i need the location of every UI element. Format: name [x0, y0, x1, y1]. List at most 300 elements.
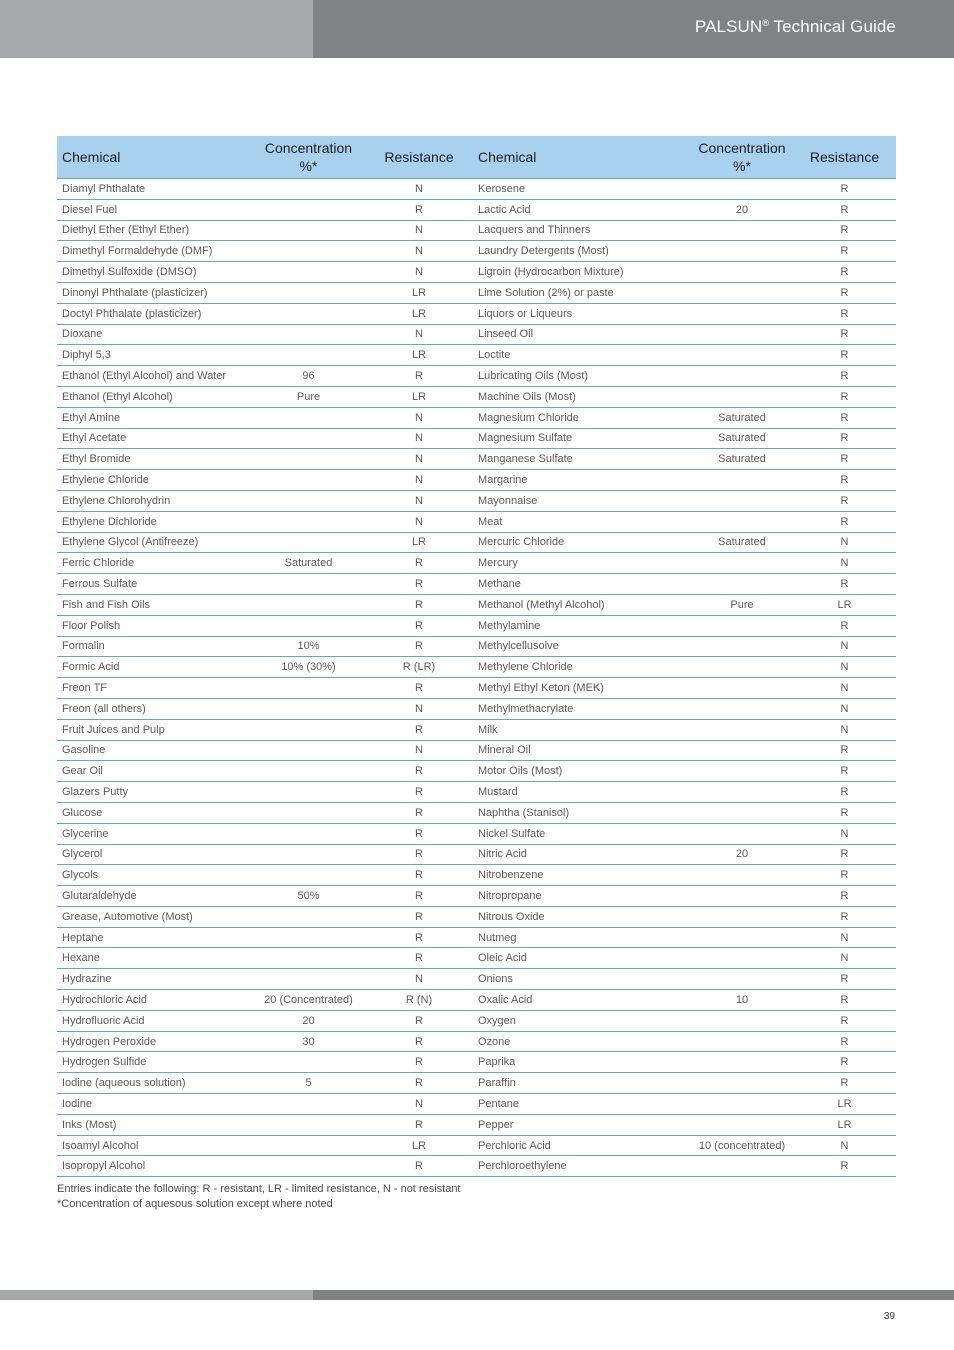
concentration-value-2: [691, 303, 793, 324]
resistance-value: R (N): [365, 990, 473, 1011]
resistance-value-2: R: [793, 1156, 896, 1177]
table-row: [57, 698, 896, 719]
chemical-name-2: Laundry Detergents (Most): [473, 241, 691, 262]
chemical-name: Dimethyl Formaldehyde (DMF): [57, 241, 252, 262]
resistance-value-2: R: [793, 303, 896, 324]
table-row: [57, 719, 896, 740]
chemical-name: Heptane: [57, 927, 252, 948]
chemical-name-2: Mineral Oil: [473, 740, 691, 761]
concentration-value: [252, 782, 365, 803]
concentration-value-2: 20: [691, 844, 793, 865]
table-row: [57, 761, 896, 782]
concentration-value-2: [691, 324, 793, 345]
concentration-value-2: [691, 782, 793, 803]
chemical-name: Ethyl Amine: [57, 407, 252, 428]
concentration-value-2: [691, 802, 793, 823]
chemical-name: Iodine: [57, 1094, 252, 1115]
concentration-value-2: [691, 927, 793, 948]
concentration-value: [252, 906, 365, 927]
footnote-concentration: *Concentration of aquesous solution except where noted: [57, 1198, 333, 1210]
resistance-value-2: R: [793, 366, 896, 387]
concentration-value-2: [691, 969, 793, 990]
concentration-value: 10%: [252, 636, 365, 657]
chemical-name-2: Mayonnaise: [473, 490, 691, 511]
chemical-name-2: Naphtha (Stanisol): [473, 802, 691, 823]
resistance-value-2: R: [793, 1010, 896, 1031]
concentration-value: 20: [252, 1010, 365, 1031]
resistance-value: R (LR): [365, 657, 473, 678]
chemical-name: Ethylene Dichloride: [57, 511, 252, 532]
concentration-value: [252, 740, 365, 761]
chemical-name-2: Pentane: [473, 1094, 691, 1115]
chemical-name-2: Onions: [473, 969, 691, 990]
concentration-value-2: [691, 761, 793, 782]
brand-name: PALSUN: [694, 17, 763, 36]
concentration-value: 10% (30%): [252, 657, 365, 678]
resistance-value: N: [365, 511, 473, 532]
concentration-value-2: [691, 386, 793, 407]
concentration-value: [252, 470, 365, 491]
concentration-value: [252, 719, 365, 740]
concentration-value: [252, 282, 365, 303]
resistance-value: LR: [365, 282, 473, 303]
concentration-value: [252, 574, 365, 595]
table-row: [57, 428, 896, 449]
concentration-value: [252, 802, 365, 823]
resistance-value-2: N: [793, 1135, 896, 1156]
col-header-chemical-2: Chemical: [473, 136, 691, 179]
concentration-value: 96: [252, 366, 365, 387]
chemical-name: Floor Polish: [57, 615, 252, 636]
table-row: [57, 366, 896, 387]
header-band-left: [0, 0, 313, 58]
table-row: [57, 449, 896, 470]
resistance-value-2: R: [793, 906, 896, 927]
concentration-value: [252, 407, 365, 428]
concentration-value: [252, 532, 365, 553]
table-row: [57, 1073, 896, 1094]
concentration-value-2: [691, 865, 793, 886]
concentration-unit-2: %*: [733, 158, 751, 174]
table-row: [57, 802, 896, 823]
resistance-value-2: R: [793, 969, 896, 990]
concentration-label: Concentration: [264, 140, 353, 156]
chemical-name: Grease, Automotive (Most): [57, 906, 252, 927]
resistance-value-2: R: [793, 782, 896, 803]
chemical-name-2: Magnesium Sulfate: [473, 428, 691, 449]
chemical-name: Ethyl Acetate: [57, 428, 252, 449]
resistance-value: R: [365, 948, 473, 969]
resistance-value: R: [365, 886, 473, 907]
concentration-value: [252, 1156, 365, 1177]
resistance-value: LR: [365, 1135, 473, 1156]
concentration-value: [252, 303, 365, 324]
table-row: [57, 657, 896, 678]
resistance-value-2: R: [793, 407, 896, 428]
resistance-value: N: [365, 490, 473, 511]
chemical-name: Ethylene Glycol (Antifreeze): [57, 532, 252, 553]
concentration-value-2: 10: [691, 990, 793, 1011]
concentration-value-2: [691, 1156, 793, 1177]
chemical-name: Dinonyl Phthalate (plasticizer): [57, 282, 252, 303]
chemical-name: Glycerol: [57, 844, 252, 865]
resistance-value-2: LR: [793, 1094, 896, 1115]
chemical-name: Inks (Most): [57, 1114, 252, 1135]
table-row: [57, 470, 896, 491]
chemical-resistance-table: [57, 136, 896, 1177]
concentration-value-2: [691, 1073, 793, 1094]
page-number: 39: [883, 1311, 895, 1322]
concentration-value: [252, 262, 365, 283]
concentration-value: 30: [252, 1031, 365, 1052]
table-row: [57, 220, 896, 241]
chemical-name-2: Perchloroethylene: [473, 1156, 691, 1177]
concentration-value-2: [691, 366, 793, 387]
resistance-value-2: R: [793, 1031, 896, 1052]
chemical-name: Isoamyl Alcohol: [57, 1135, 252, 1156]
resistance-value-2: N: [793, 927, 896, 948]
col-header-resistance-2: Resistance: [793, 136, 896, 179]
resistance-value-2: R: [793, 1052, 896, 1073]
resistance-value: R: [365, 782, 473, 803]
resistance-value-2: R: [793, 802, 896, 823]
chemical-name: Diesel Fuel: [57, 199, 252, 220]
chemical-name-2: Nickel Sulfate: [473, 823, 691, 844]
concentration-value: [252, 948, 365, 969]
table-row: [57, 990, 896, 1011]
concentration-value: [252, 324, 365, 345]
chemical-name-2: Lactic Acid: [473, 199, 691, 220]
resistance-value: N: [365, 324, 473, 345]
chemical-name: Formic Acid: [57, 657, 252, 678]
concentration-unit: %*: [299, 158, 318, 174]
table-row: [57, 823, 896, 844]
resistance-value: N: [365, 698, 473, 719]
table-body: [57, 179, 896, 1177]
concentration-value: [252, 969, 365, 990]
resistance-value: R: [365, 761, 473, 782]
resistance-value-2: R: [793, 844, 896, 865]
chemical-name-2: Methylene Chloride: [473, 657, 691, 678]
concentration-value: [252, 823, 365, 844]
footnote: [57, 1182, 461, 1212]
chemical-name-2: Perchloric Acid: [473, 1135, 691, 1156]
concentration-value: [252, 615, 365, 636]
chemical-name-2: Mercuric Chloride: [473, 532, 691, 553]
concentration-value-2: [691, 678, 793, 699]
resistance-value-2: R: [793, 615, 896, 636]
footnote-legend: Entries indicate the following: R - resistant, LR - limited resistance, N - not resistant: [57, 1183, 461, 1195]
table-row: [57, 324, 896, 345]
concentration-value-2: Saturated: [691, 407, 793, 428]
resistance-value: R: [365, 366, 473, 387]
chemical-name-2: Ligroin (Hydrocarbon Mixture): [473, 262, 691, 283]
table-row: [57, 969, 896, 990]
concentration-value: 50%: [252, 886, 365, 907]
table-row: [57, 1052, 896, 1073]
table-row: [57, 594, 896, 615]
chemical-name: Hydrochloric Acid: [57, 990, 252, 1011]
page-header-title: [695, 17, 896, 37]
concentration-value-2: [691, 179, 793, 200]
table-row: [57, 1135, 896, 1156]
concentration-value: [252, 698, 365, 719]
resistance-value-2: R: [793, 511, 896, 532]
chemical-name-2: Nitropropane: [473, 886, 691, 907]
chemical-name-2: Motor Oils (Most): [473, 761, 691, 782]
resistance-value-2: N: [793, 657, 896, 678]
concentration-value: [252, 511, 365, 532]
chemical-name: Ethanol (Ethyl Alcohol) and Water: [57, 366, 252, 387]
concentration-value-2: [691, 719, 793, 740]
resistance-value-2: N: [793, 678, 896, 699]
chemical-name: Ethylene Chlorohydrin: [57, 490, 252, 511]
table-row: [57, 199, 896, 220]
concentration-value-2: [691, 1031, 793, 1052]
chemical-name-2: Loctite: [473, 345, 691, 366]
chemical-name-2: Methane: [473, 574, 691, 595]
concentration-value-2: [691, 906, 793, 927]
resistance-value-2: R: [793, 324, 896, 345]
table-row: [57, 782, 896, 803]
resistance-value-2: R: [793, 740, 896, 761]
concentration-value: [252, 678, 365, 699]
table-row: [57, 345, 896, 366]
resistance-value: R: [365, 574, 473, 595]
chemical-name: Ferrous Sulfate: [57, 574, 252, 595]
chemical-name-2: Nutmeg: [473, 927, 691, 948]
chemical-name-2: Milk: [473, 719, 691, 740]
chemical-name-2: Magnesium Chloride: [473, 407, 691, 428]
concentration-value: [252, 594, 365, 615]
table-row: [57, 1010, 896, 1031]
resistance-value: N: [365, 428, 473, 449]
concentration-value-2: [691, 1010, 793, 1031]
resistance-value: R: [365, 1010, 473, 1031]
concentration-value-2: [691, 948, 793, 969]
chemical-name: Glazers Putty: [57, 782, 252, 803]
resistance-value: N: [365, 449, 473, 470]
chemical-name: Gear Oil: [57, 761, 252, 782]
table-row: [57, 1114, 896, 1135]
concentration-value-2: 20: [691, 199, 793, 220]
concentration-value: [252, 1052, 365, 1073]
concentration-value-2: [691, 574, 793, 595]
chemical-name: Dimethyl Sulfoxide (DMSO): [57, 262, 252, 283]
chemical-name: Dioxane: [57, 324, 252, 345]
resistance-value: R: [365, 802, 473, 823]
concentration-value-2: [691, 490, 793, 511]
chemical-name-2: Oleic Acid: [473, 948, 691, 969]
concentration-value: [252, 1114, 365, 1135]
concentration-value: [252, 927, 365, 948]
resistance-value: N: [365, 220, 473, 241]
chemical-name: Hydrofluoric Acid: [57, 1010, 252, 1031]
chemical-name-2: Nitrobenzene: [473, 865, 691, 886]
resistance-value: R: [365, 1114, 473, 1135]
concentration-value-2: [691, 511, 793, 532]
table-row: [57, 532, 896, 553]
col-header-chemical: Chemical: [57, 136, 252, 179]
chemical-name: Diphyl 5,3: [57, 345, 252, 366]
resistance-value-2: R: [793, 990, 896, 1011]
header-title-rest: Technical Guide: [769, 17, 896, 36]
chemical-name-2: Oxalic Acid: [473, 990, 691, 1011]
concentration-value-2: [691, 1052, 793, 1073]
resistance-value-2: R: [793, 470, 896, 491]
chemical-name-2: Paprika: [473, 1052, 691, 1073]
chemical-name: Freon TF: [57, 678, 252, 699]
table-row: [57, 179, 896, 200]
resistance-value: LR: [365, 386, 473, 407]
resistance-value-2: R: [793, 428, 896, 449]
resistance-value: R: [365, 615, 473, 636]
concentration-value-2: Saturated: [691, 532, 793, 553]
table-row: [57, 553, 896, 574]
chemical-name: Fruit Juices and Pulp: [57, 719, 252, 740]
chemical-name-2: Meat: [473, 511, 691, 532]
concentration-value: [252, 449, 365, 470]
col-header-concentration-2: [691, 136, 793, 179]
concentration-value: [252, 179, 365, 200]
concentration-value-2: [691, 282, 793, 303]
resistance-value-2: LR: [793, 1114, 896, 1135]
resistance-value: N: [365, 241, 473, 262]
resistance-value-2: R: [793, 1073, 896, 1094]
concentration-value-2: [691, 740, 793, 761]
concentration-value-2: [691, 220, 793, 241]
chemical-name-2: Lubricating Oils (Most): [473, 366, 691, 387]
concentration-value: [252, 345, 365, 366]
chemical-name: Hydrazine: [57, 969, 252, 990]
resistance-value-2: R: [793, 241, 896, 262]
chemical-name: Iodine (aqueous solution): [57, 1073, 252, 1094]
chemical-name: Ethylene Chloride: [57, 470, 252, 491]
concentration-value: Saturated: [252, 553, 365, 574]
resistance-value-2: N: [793, 948, 896, 969]
table-row: [57, 740, 896, 761]
chemical-name: Doctyl Phthalate (plasticizer): [57, 303, 252, 324]
footer-band-right: [313, 1290, 954, 1300]
concentration-value-2: [691, 262, 793, 283]
chemical-name: Glycerine: [57, 823, 252, 844]
resistance-value-2: N: [793, 719, 896, 740]
resistance-value: R: [365, 906, 473, 927]
table-row: [57, 678, 896, 699]
resistance-value: R: [365, 823, 473, 844]
table-row: [57, 490, 896, 511]
concentration-value-2: [691, 615, 793, 636]
chemical-name-2: Mustard: [473, 782, 691, 803]
concentration-value-2: [691, 823, 793, 844]
resistance-value: R: [365, 844, 473, 865]
resistance-value: LR: [365, 345, 473, 366]
resistance-value-2: R: [793, 865, 896, 886]
concentration-value: 5: [252, 1073, 365, 1094]
chemical-name-2: Methylmethacrylate: [473, 698, 691, 719]
table-row: [57, 844, 896, 865]
concentration-value-2: [691, 698, 793, 719]
concentration-value: [252, 1094, 365, 1115]
resistance-value: R: [365, 865, 473, 886]
registered-mark: ®: [762, 18, 770, 28]
concentration-value: [252, 761, 365, 782]
chemical-name: Glycols: [57, 865, 252, 886]
resistance-value: R: [365, 553, 473, 574]
table-row: [57, 386, 896, 407]
resistance-value: N: [365, 969, 473, 990]
resistance-value-2: R: [793, 449, 896, 470]
resistance-value: R: [365, 594, 473, 615]
chemical-name: Gasoline: [57, 740, 252, 761]
resistance-value-2: R: [793, 490, 896, 511]
concentration-value-2: [691, 636, 793, 657]
table-row: [57, 511, 896, 532]
resistance-value-2: LR: [793, 594, 896, 615]
chemical-name: Freon (all others): [57, 698, 252, 719]
table-row: [57, 574, 896, 595]
concentration-value: [252, 241, 365, 262]
chemical-name-2: Lime Solution (2%) or paste: [473, 282, 691, 303]
chemical-name-2: Nitrous Oxide: [473, 906, 691, 927]
table-row: [57, 636, 896, 657]
table-row: [57, 1031, 896, 1052]
resistance-value-2: N: [793, 553, 896, 574]
table-row: [57, 1094, 896, 1115]
concentration-value-2: Saturated: [691, 428, 793, 449]
concentration-value-2: [691, 886, 793, 907]
chemical-name-2: Margarine: [473, 470, 691, 491]
table-row: [57, 948, 896, 969]
chemical-name: Diamyl Phthalate: [57, 179, 252, 200]
resistance-value-2: R: [793, 179, 896, 200]
table-row: [57, 1156, 896, 1177]
resistance-value: N: [365, 470, 473, 491]
chemical-name-2: Manganese Sulfate: [473, 449, 691, 470]
chemical-name: Glutaraldehyde: [57, 886, 252, 907]
chemical-name-2: Kerosene: [473, 179, 691, 200]
resistance-value-2: R: [793, 262, 896, 283]
resistance-value: LR: [365, 303, 473, 324]
chemical-name: Hydrogen Sulfide: [57, 1052, 252, 1073]
resistance-value: R: [365, 636, 473, 657]
chemical-name-2: Methyl Ethyl Keton (MEK): [473, 678, 691, 699]
col-header-concentration: [252, 136, 365, 179]
concentration-value: [252, 490, 365, 511]
resistance-value-2: R: [793, 574, 896, 595]
footer-band-left: [0, 1290, 313, 1300]
concentration-value-2: [691, 470, 793, 491]
resistance-value: N: [365, 407, 473, 428]
chemical-name-2: Oxygen: [473, 1010, 691, 1031]
resistance-value: R: [365, 1156, 473, 1177]
table-header-row: [57, 136, 896, 179]
resistance-value-2: N: [793, 698, 896, 719]
table-row: [57, 262, 896, 283]
chemical-name: Formalin: [57, 636, 252, 657]
chemical-name: Ethyl Bromide: [57, 449, 252, 470]
table-row: [57, 615, 896, 636]
resistance-value-2: R: [793, 386, 896, 407]
chemical-name: Ethanol (Ethyl Alcohol): [57, 386, 252, 407]
resistance-value: N: [365, 179, 473, 200]
resistance-value: R: [365, 1052, 473, 1073]
chemical-name: Hexane: [57, 948, 252, 969]
resistance-value: N: [365, 262, 473, 283]
concentration-value: [252, 199, 365, 220]
chemical-name-2: Machine Oils (Most): [473, 386, 691, 407]
resistance-value-2: R: [793, 282, 896, 303]
